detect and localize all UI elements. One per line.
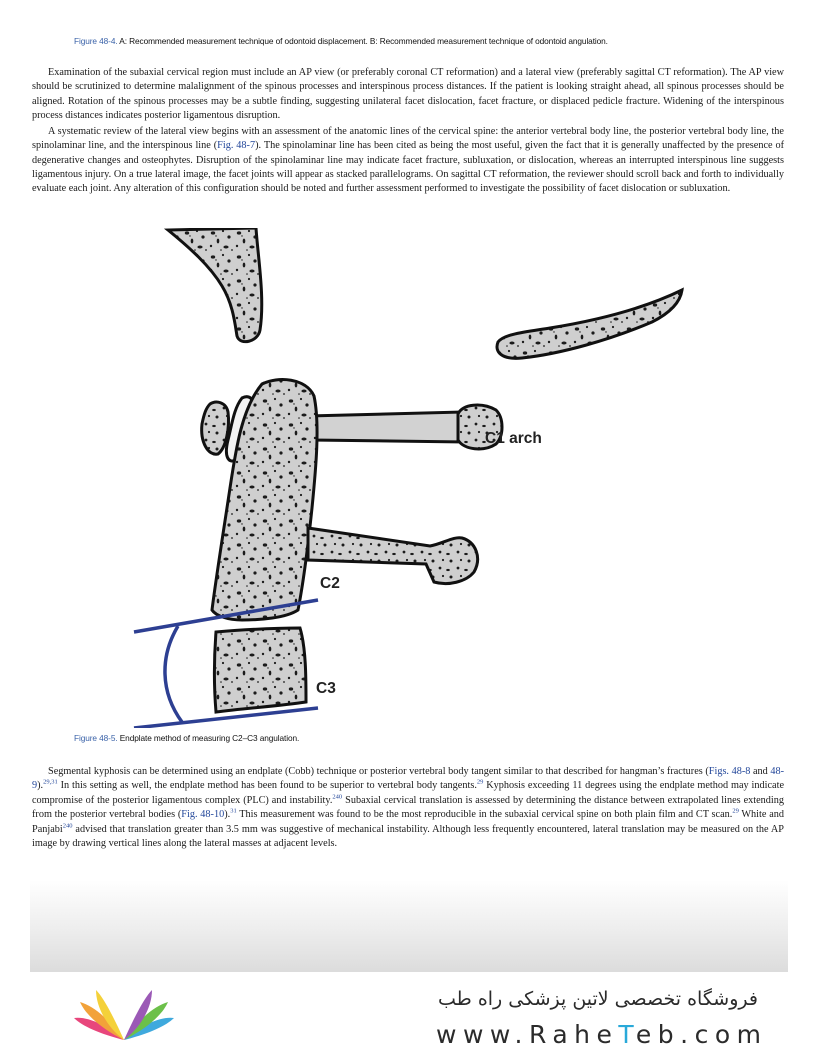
shop-name: فروشگاه تخصصی لاتین پزشکی راه طب [438,988,758,1010]
paragraph-2-text-b: ). The spinolaminar line has been cited as being the most useful, given the fact that it is generally unaffected by the presence of degenerative changes and osteophytes. Disruption of the spinolaminar line may indicate facet fracture, subluxation, or dislocation, whereas an interrupted interspinous line suggests ligamentous injury. On a true lateral image, the facet joints will appear as stacked parallelograms. On sagittal CT reformation, the reviewer should scroll back and forth to individually evaluate each joint. Any alteration of this configuration should be noted and further assessment performed to investigate the possibility of facet dislocation or subluxation. [32,140,784,195]
paragraph-3-text-6: Subaxial cervical translation is assessed by determining the distance between extrapolated lines extending from the posterior vertebral bodies ( [32,794,784,821]
citation-240[interactable]: 240 [332,793,343,801]
shop-url[interactable] [436,1020,767,1049]
paragraph-3-text-9: White and Panjabi [32,809,784,835]
figure-48-4-text: A: Recommended measurement technique of odontoid displacement. B: Recommended measurement technique of odontoid angulation. [117,36,608,46]
paragraph-3-text-3: ). [37,780,44,792]
citation-240-b[interactable]: 240 [62,822,73,830]
body-paragraph-3 [32,765,784,851]
citation-29[interactable]: 29 [476,779,484,786]
paragraph-3-text-5: Kyphosis exceeding 11 degrees using the endplate method may indicate compromise of the posterior ligamentous complex (PLC) and instability. [32,780,784,806]
figs-48-8-link[interactable]: Figs. 48-8 [708,766,751,777]
figure-48-4-caption [74,36,608,46]
shop-url-accent: T [618,1020,636,1049]
footer-shadow-band [30,880,788,972]
citation-29-31[interactable]: 29,31 [43,779,58,786]
occipital-bone [168,228,262,342]
paragraph-2-text-a: A systematic review of the lateral view begins with an assessment of the anatomic lines of the cervical spine: the anterior vertebral body line, the posterior vertebral body line, the spinolaminar line, and the interspinous line ( [32,125,784,152]
book-logo-icon [68,986,180,1046]
figure-48-5-text: Endplate method of measuring C2–C3 angulation. [117,733,300,743]
fig-48-10-link[interactable]: Fig. 48-10 [181,809,225,821]
fig-48-7-link[interactable]: Fig. 48-7 [217,140,256,152]
shop-url-prefix: www.Rahe [436,1020,619,1049]
c2-label: C2 [320,575,340,592]
citation-29-b[interactable]: 29 [732,807,739,815]
c1-anterior-arch [202,402,229,454]
body-paragraph-2 [32,125,784,197]
c3-label: C3 [316,680,336,697]
body-paragraph-1 [32,66,784,124]
paragraph-3-text-4: In this setting as well, the endplate method has been found to be superior to vertebral body tangents. [57,780,477,792]
figure-48-5-caption [74,733,299,743]
c1-arch-label: C1 arch [485,430,542,447]
figure-48-5-illustration [130,228,690,728]
paragraph-1-text: Examination of the subaxial cervical region must include an AP view (or preferably coronal CT reformation) and a lateral view (preferably sagittal CT reformation). The AP view should be scrutinized to determine malalignment of the spinous processes and interspinous process distances. If the patient is looking straight ahead, all spinous processes should be aligned. Rotation of the spinous processes may be a subtle finding, suggesting unilateral facet dislocation, facet fracture, or displaced pedicle fracture. Widening of the interspinous process distances indicates posterior ligamentous disruption. [32,67,784,122]
mandible-fragment [497,290,682,358]
cobb-angle-arc [165,626,182,722]
paragraph-3-text-8: This measurement was found to be the most reproducible in the subaxial cervical spine on both plain film and CT scan. [236,809,733,821]
paragraph-3-text-10: advised that translation greater than 3.5 mm was suggestive of mechanical instability. Although less frequently encountered, lateral translation may be measured on the AP image by drawing vertical lines along the lateral masses at adjacent levels. [32,823,784,850]
figure-48-4-label: Figure 48-4. [74,36,118,46]
paragraph-3-text-2: and [750,766,771,777]
c3-body [215,628,307,712]
citation-31[interactable]: 31 [230,807,237,815]
shop-url-suffix: eb.com [635,1020,768,1049]
fig-48-9-link[interactable]: 48-9 [32,766,784,792]
c1-arch-bar [308,412,464,442]
paragraph-3-text-7: ). [224,809,231,821]
figure-48-5-label: Figure 48-5. [74,733,118,743]
paragraph-3-text-1: Segmental kyphosis can be determined using an endplate (Cobb) technique or posterior vertebral body tangent similar to that described for hangman’s fractures ( [48,766,709,777]
